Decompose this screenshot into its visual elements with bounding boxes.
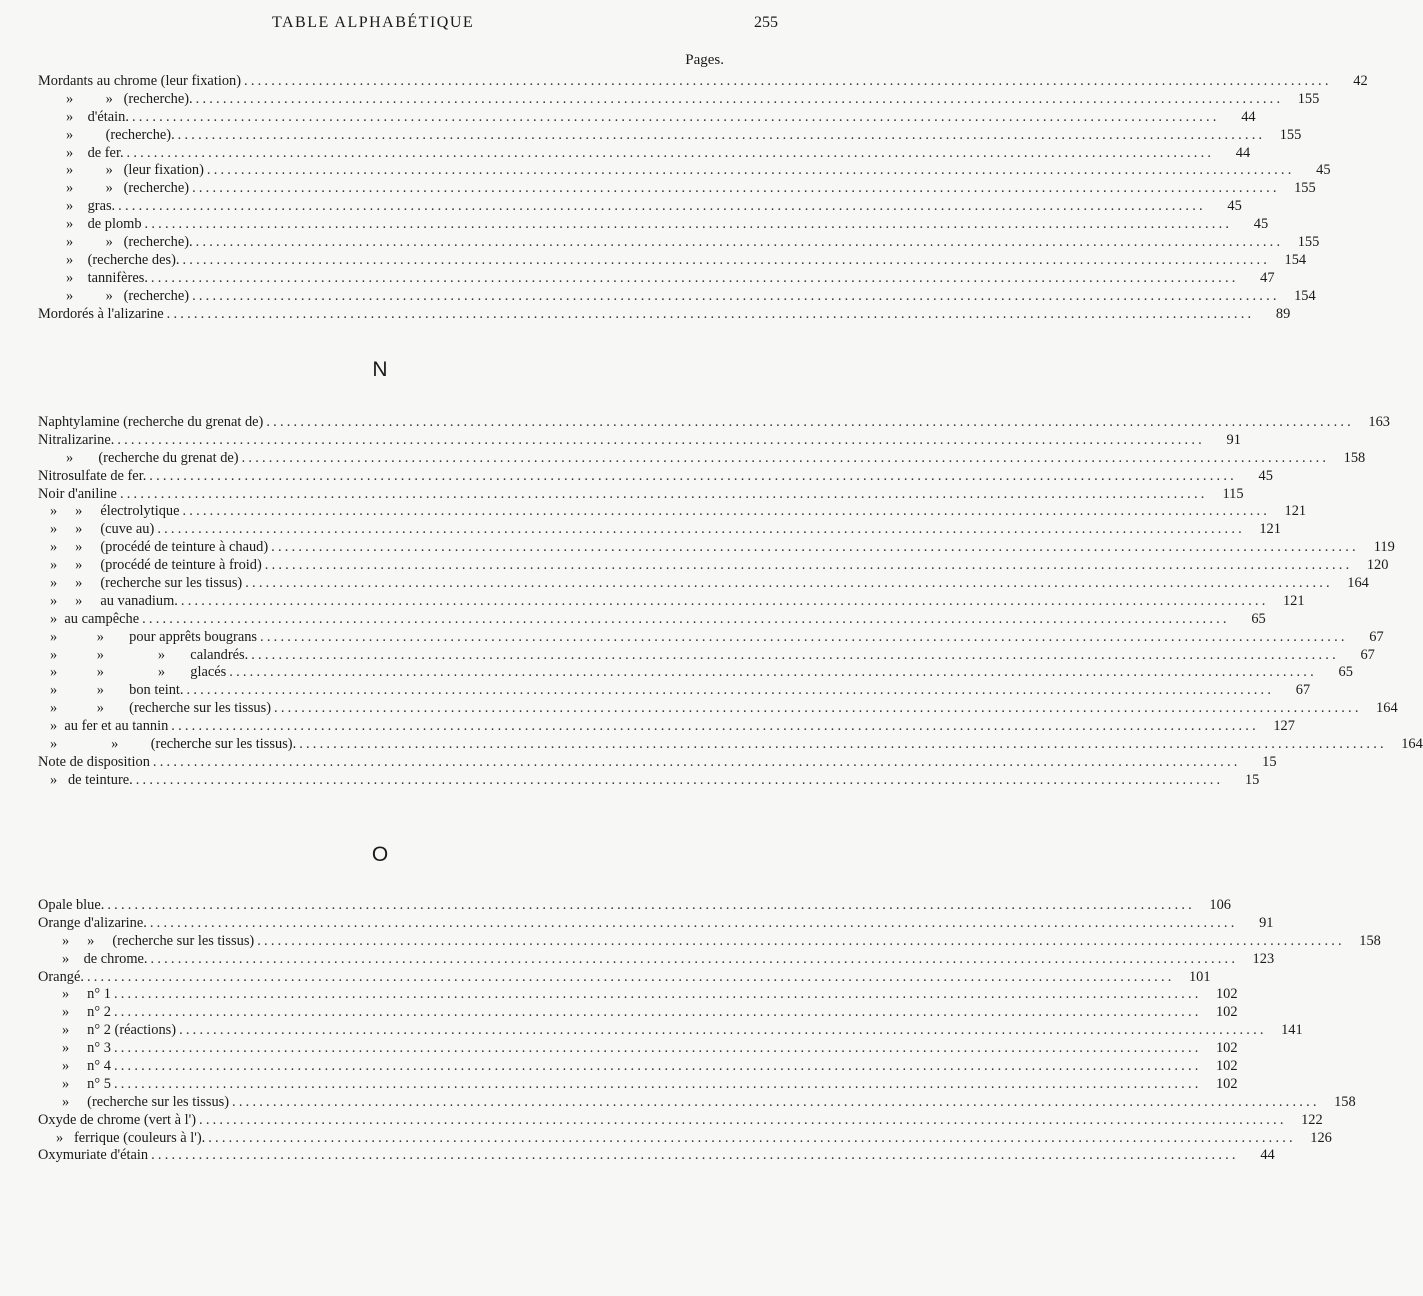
index-entry [38, 950, 1275, 969]
index-entry [38, 575, 1369, 593]
entry-text: » » (recherche sur les tissus) [50, 575, 243, 592]
dot-leader: ................................................................................................................................................................ [113, 1075, 1202, 1092]
index-entry [38, 162, 1331, 180]
index-entry [38, 180, 1316, 198]
index-entry [38, 1058, 1238, 1076]
dot-leader: ................................................................................................................................................................ [195, 90, 1284, 107]
dot-leader: ................................................................................................................................................................ [113, 1004, 1202, 1021]
entry-page-number: 67 [1360, 646, 1375, 663]
entry-text: » » (recherche sur les tissus) [62, 932, 255, 949]
dot-leader: ................................................................................................................................................................ [182, 251, 1271, 268]
dot-leader: ................................................................................................................................................................ [126, 144, 1215, 161]
entry-page-number: 102 [1215, 986, 1238, 1003]
index-entry [38, 736, 1423, 754]
entry-text: » de chrome. [62, 950, 148, 967]
dot-leader: ................................................................................................................................................................ [299, 736, 1387, 753]
index-entry [38, 557, 1389, 575]
index-entry [38, 269, 1275, 288]
entry-page-number: 91 [1259, 914, 1274, 931]
dot-leader: ................................................................................................................................................................ [208, 1129, 1296, 1146]
entry-page-number: 65 [1251, 610, 1266, 627]
dot-leader: ................................................................................................................................................................ [119, 485, 1208, 502]
entry-page-number: 121 [1284, 503, 1307, 520]
entry-text: » » (procédé de teinture à chaud) [50, 539, 269, 556]
entry-text: » (recherche des). [66, 251, 180, 268]
entry-page-number: 65 [1338, 664, 1353, 681]
entry-page-number: 42 [1353, 73, 1368, 89]
entry-text: » » (recherche sur les tissus) [50, 700, 272, 717]
index-entry [38, 287, 1316, 306]
index-entry [38, 305, 1291, 324]
dot-leader: ................................................................................................................................................................ [241, 449, 1330, 466]
index-entry [38, 1022, 1303, 1040]
entry-page-number: 141 [1281, 1022, 1303, 1039]
entry-page-number: 15 [1262, 753, 1277, 770]
entry-text: » » électrolytique [50, 503, 180, 520]
entry-text: Oxymuriate d'étain [38, 1147, 149, 1164]
dot-leader: ................................................................................................................................................................ [186, 682, 1275, 699]
entry-text: » au fer et au tannin [50, 718, 169, 735]
dot-leader: ................................................................................................................................................................ [251, 646, 1339, 663]
dot-leader: ................................................................................................................................................................ [131, 108, 1220, 125]
pages-column-label: Pages. [685, 52, 724, 68]
dot-leader: ................................................................................................................................................................ [199, 1111, 1287, 1128]
index-entry [38, 646, 1375, 665]
section-n [38, 414, 1423, 790]
dot-leader: ................................................................................................................................................................ [264, 557, 1353, 574]
index-entry [38, 414, 1390, 432]
index-entry [38, 539, 1395, 557]
entry-text: » » bon teint. [50, 682, 184, 699]
entry-page-number: 102 [1215, 1075, 1238, 1092]
entry-page-number: 126 [1310, 1129, 1332, 1146]
index-entry [38, 718, 1295, 736]
entry-text: » » (recherche sur les tissus). [50, 736, 297, 753]
index-entry [38, 932, 1381, 951]
letter-heading-o: O [371, 843, 389, 866]
entry-page-number: 122 [1301, 1111, 1323, 1128]
entry-page-number: 155 [1279, 126, 1302, 143]
dot-leader: ................................................................................................................................................................ [271, 539, 1359, 556]
index-entry [38, 592, 1305, 611]
entry-page-number: 115 [1222, 485, 1244, 502]
letter-heading-n: N [372, 358, 388, 381]
entry-page-number: 119 [1373, 539, 1395, 556]
dot-leader: ................................................................................................................................................................ [177, 126, 1266, 143]
entry-page-number: 45 [1258, 467, 1273, 484]
index-entry [38, 700, 1398, 718]
dot-leader: ................................................................................................................................................................ [257, 932, 1345, 949]
entry-page-number: 91 [1226, 431, 1241, 448]
entry-page-number: 120 [1366, 557, 1389, 574]
index-entry [38, 1111, 1323, 1130]
entry-text: » (recherche du grenat de) [66, 449, 239, 466]
entry-page-number: 102 [1215, 1004, 1238, 1021]
entry-text: Noir d'aniline [38, 485, 117, 502]
entry-page-number: 101 [1188, 968, 1211, 985]
entry-text: » n° 2 (réactions) [62, 1022, 177, 1039]
entry-text: Oxyde de chrome (vert à l') [38, 1111, 197, 1128]
dot-leader: ................................................................................................................................................................ [149, 467, 1237, 484]
dot-leader: ................................................................................................................................................................ [135, 771, 1224, 788]
dot-leader: ................................................................................................................................................................ [144, 216, 1233, 233]
entry-page-number: 102 [1215, 1040, 1238, 1057]
entry-text: Mordorés à l'alizarine [38, 305, 164, 322]
dot-leader: ................................................................................................................................................................ [113, 986, 1202, 1003]
entry-page-number: 154 [1284, 251, 1307, 268]
index-entry [38, 73, 1368, 91]
index-entry [38, 198, 1242, 216]
entry-page-number: 123 [1252, 950, 1275, 967]
index-entry [38, 1004, 1238, 1022]
entry-text: Nitrosulfate de fer. [38, 467, 147, 484]
entry-page-number: 45 [1316, 162, 1331, 179]
entry-text: » » au vanadium. [50, 592, 178, 609]
dot-leader: ................................................................................................................................................................ [274, 700, 1362, 717]
dot-leader: ................................................................................................................................................................ [260, 628, 1348, 645]
dot-leader: ................................................................................................................................................................ [149, 914, 1238, 931]
index-entry [38, 771, 1260, 790]
dot-leader: ................................................................................................................................................................ [232, 1093, 1320, 1110]
entry-page-number: 158 [1343, 449, 1366, 466]
index-entry [38, 753, 1277, 772]
index-entry [38, 1129, 1332, 1148]
index-entry [38, 968, 1211, 987]
entry-page-number: 67 [1295, 682, 1311, 699]
entry-page-number: 164 [1401, 736, 1423, 753]
entry-page-number: 164 [1347, 575, 1369, 592]
entry-text: » (recherche). [66, 126, 175, 143]
entry-page-number: 102 [1215, 1058, 1238, 1075]
entry-page-number: 127 [1273, 718, 1295, 735]
entry-text: » » (leur fixation) [66, 162, 204, 179]
entry-text: Orange d'alizarine. [38, 914, 147, 931]
entry-text: Mordants au chrome (leur fixation) [38, 73, 242, 89]
page-number: 255 [754, 14, 778, 31]
entry-page-number: 44 [1260, 1147, 1275, 1164]
entry-page-number: 158 [1359, 932, 1381, 949]
entry-page-number: 67 [1369, 628, 1384, 645]
entry-text: » » (cuve au) [50, 521, 155, 538]
entry-text: » n° 1 [62, 986, 111, 1003]
index-entry [38, 682, 1311, 700]
index-entry [38, 986, 1238, 1004]
entry-text: » d'étain. [66, 108, 129, 125]
index-entry [38, 108, 1256, 127]
index-entry [38, 90, 1320, 109]
index-entry [38, 628, 1384, 647]
entry-text: Orangé. [38, 968, 84, 985]
entry-text: » n° 5 [62, 1075, 111, 1092]
dot-leader: ................................................................................................................................................................ [151, 1147, 1239, 1164]
index-entry [38, 216, 1269, 234]
index-entry [38, 485, 1244, 504]
dot-leader: ................................................................................................................................................................ [266, 414, 1354, 430]
dot-leader: ................................................................................................................................................................ [192, 287, 1280, 304]
page-header [0, 14, 800, 38]
entry-text: » de plomb [66, 216, 142, 233]
entry-text: » (recherche sur les tissus) [62, 1093, 230, 1110]
dot-leader: ................................................................................................................................................................ [166, 305, 1255, 322]
dot-leader: ................................................................................................................................................................ [179, 1022, 1267, 1039]
entry-page-number: 47 [1260, 269, 1275, 286]
dot-leader: ................................................................................................................................................................ [192, 180, 1280, 197]
index-entry [38, 1147, 1275, 1165]
index-entry [38, 234, 1320, 252]
entry-text: » » (recherche) [66, 287, 190, 304]
entry-text: » » (recherche). [66, 90, 193, 107]
entry-page-number: 89 [1275, 305, 1291, 322]
entry-page-number: 15 [1244, 771, 1260, 788]
dot-leader: ................................................................................................................................................................ [157, 521, 1245, 538]
entry-text: » » » calandrés. [50, 646, 249, 663]
entry-page-number: 121 [1259, 521, 1281, 538]
entry-text: Note de disposition [38, 753, 150, 770]
dot-leader: ................................................................................................................................................................ [118, 198, 1206, 215]
entry-text: » de teinture. [50, 771, 133, 788]
dot-leader: ................................................................................................................................................................ [152, 753, 1241, 770]
entry-text: » ferrique (couleurs à l'). [56, 1129, 206, 1146]
entry-text: » » » glacés [50, 664, 227, 681]
entry-page-number: 44 [1241, 108, 1256, 125]
entry-text: » au campêche [50, 610, 140, 627]
dot-leader: ................................................................................................................................................................ [180, 592, 1269, 609]
entry-page-number: 155 [1297, 90, 1320, 107]
dot-leader: ................................................................................................................................................................ [86, 968, 1175, 985]
entry-page-number: 106 [1209, 897, 1231, 913]
entry-page-number: 155 [1294, 180, 1316, 197]
dot-leader: ................................................................................................................................................................ [150, 950, 1239, 967]
index-entry [38, 449, 1366, 468]
entry-page-number: 163 [1368, 414, 1390, 430]
entry-page-number: 121 [1282, 592, 1305, 609]
entry-text: » » (procédé de teinture à froid) [50, 557, 262, 574]
dot-leader: ................................................................................................................................................................ [107, 897, 1195, 913]
index-entry [38, 467, 1273, 486]
dot-leader: ................................................................................................................................................................ [206, 162, 1295, 179]
entry-text: » » (recherche). [66, 234, 193, 251]
entry-page-number: 158 [1334, 1093, 1356, 1110]
entry-text: Naphtylamine (recherche du grenat de) [38, 414, 264, 430]
section-m [38, 73, 1368, 323]
entry-text: » n° 4 [62, 1058, 111, 1075]
index-entry [38, 1040, 1238, 1058]
dot-leader: ................................................................................................................................................................ [229, 664, 1317, 681]
dot-leader: ................................................................................................................................................................ [182, 503, 1271, 520]
index-entry [38, 897, 1231, 915]
entry-text: » » (recherche) [66, 180, 190, 197]
index-entry [38, 664, 1353, 682]
index-entry [38, 1075, 1238, 1094]
dot-leader: ................................................................................................................................................................ [113, 1058, 1202, 1075]
index-entry [38, 503, 1307, 521]
index-entry [38, 431, 1241, 450]
entry-text: » gras. [66, 198, 116, 215]
index-entry [38, 914, 1274, 933]
index-entry [38, 126, 1302, 145]
index-entry [38, 1093, 1356, 1112]
entry-text: » n° 3 [62, 1040, 111, 1057]
dot-leader: ................................................................................................................................................................ [171, 718, 1259, 735]
entry-text: » de fer. [66, 144, 124, 161]
entry-page-number: 164 [1376, 700, 1398, 717]
index-entry [38, 251, 1307, 270]
dot-leader: ................................................................................................................................................................ [245, 575, 1333, 592]
index-entry [38, 521, 1281, 539]
dot-leader: ................................................................................................................................................................ [113, 1040, 1202, 1057]
section-o [38, 897, 1381, 1165]
dot-leader: ................................................................................................................................................................ [117, 431, 1205, 448]
entry-page-number: 45 [1227, 198, 1242, 215]
dot-leader: ................................................................................................................................................................ [195, 234, 1284, 251]
index-entry [38, 610, 1266, 629]
entry-page-number: 44 [1235, 144, 1251, 161]
entry-text: Opale blue. [38, 897, 105, 913]
dot-leader: ................................................................................................................................................................ [150, 269, 1239, 286]
entry-page-number: 155 [1297, 234, 1320, 251]
entry-text: Nitralizarine. [38, 431, 115, 448]
entry-page-number: 45 [1253, 216, 1269, 233]
entry-text: » » pour apprêts bougrans [50, 628, 258, 645]
index-entry [38, 144, 1251, 163]
entry-page-number: 154 [1294, 287, 1316, 304]
entry-text: » n° 2 [62, 1004, 111, 1021]
dot-leader: ................................................................................................................................................................ [142, 610, 1230, 627]
dot-leader: ................................................................................................................................................................ [244, 73, 1332, 89]
running-title: TABLE ALPHABÉTIQUE [272, 14, 475, 31]
entry-text: » tannifères. [66, 269, 148, 286]
